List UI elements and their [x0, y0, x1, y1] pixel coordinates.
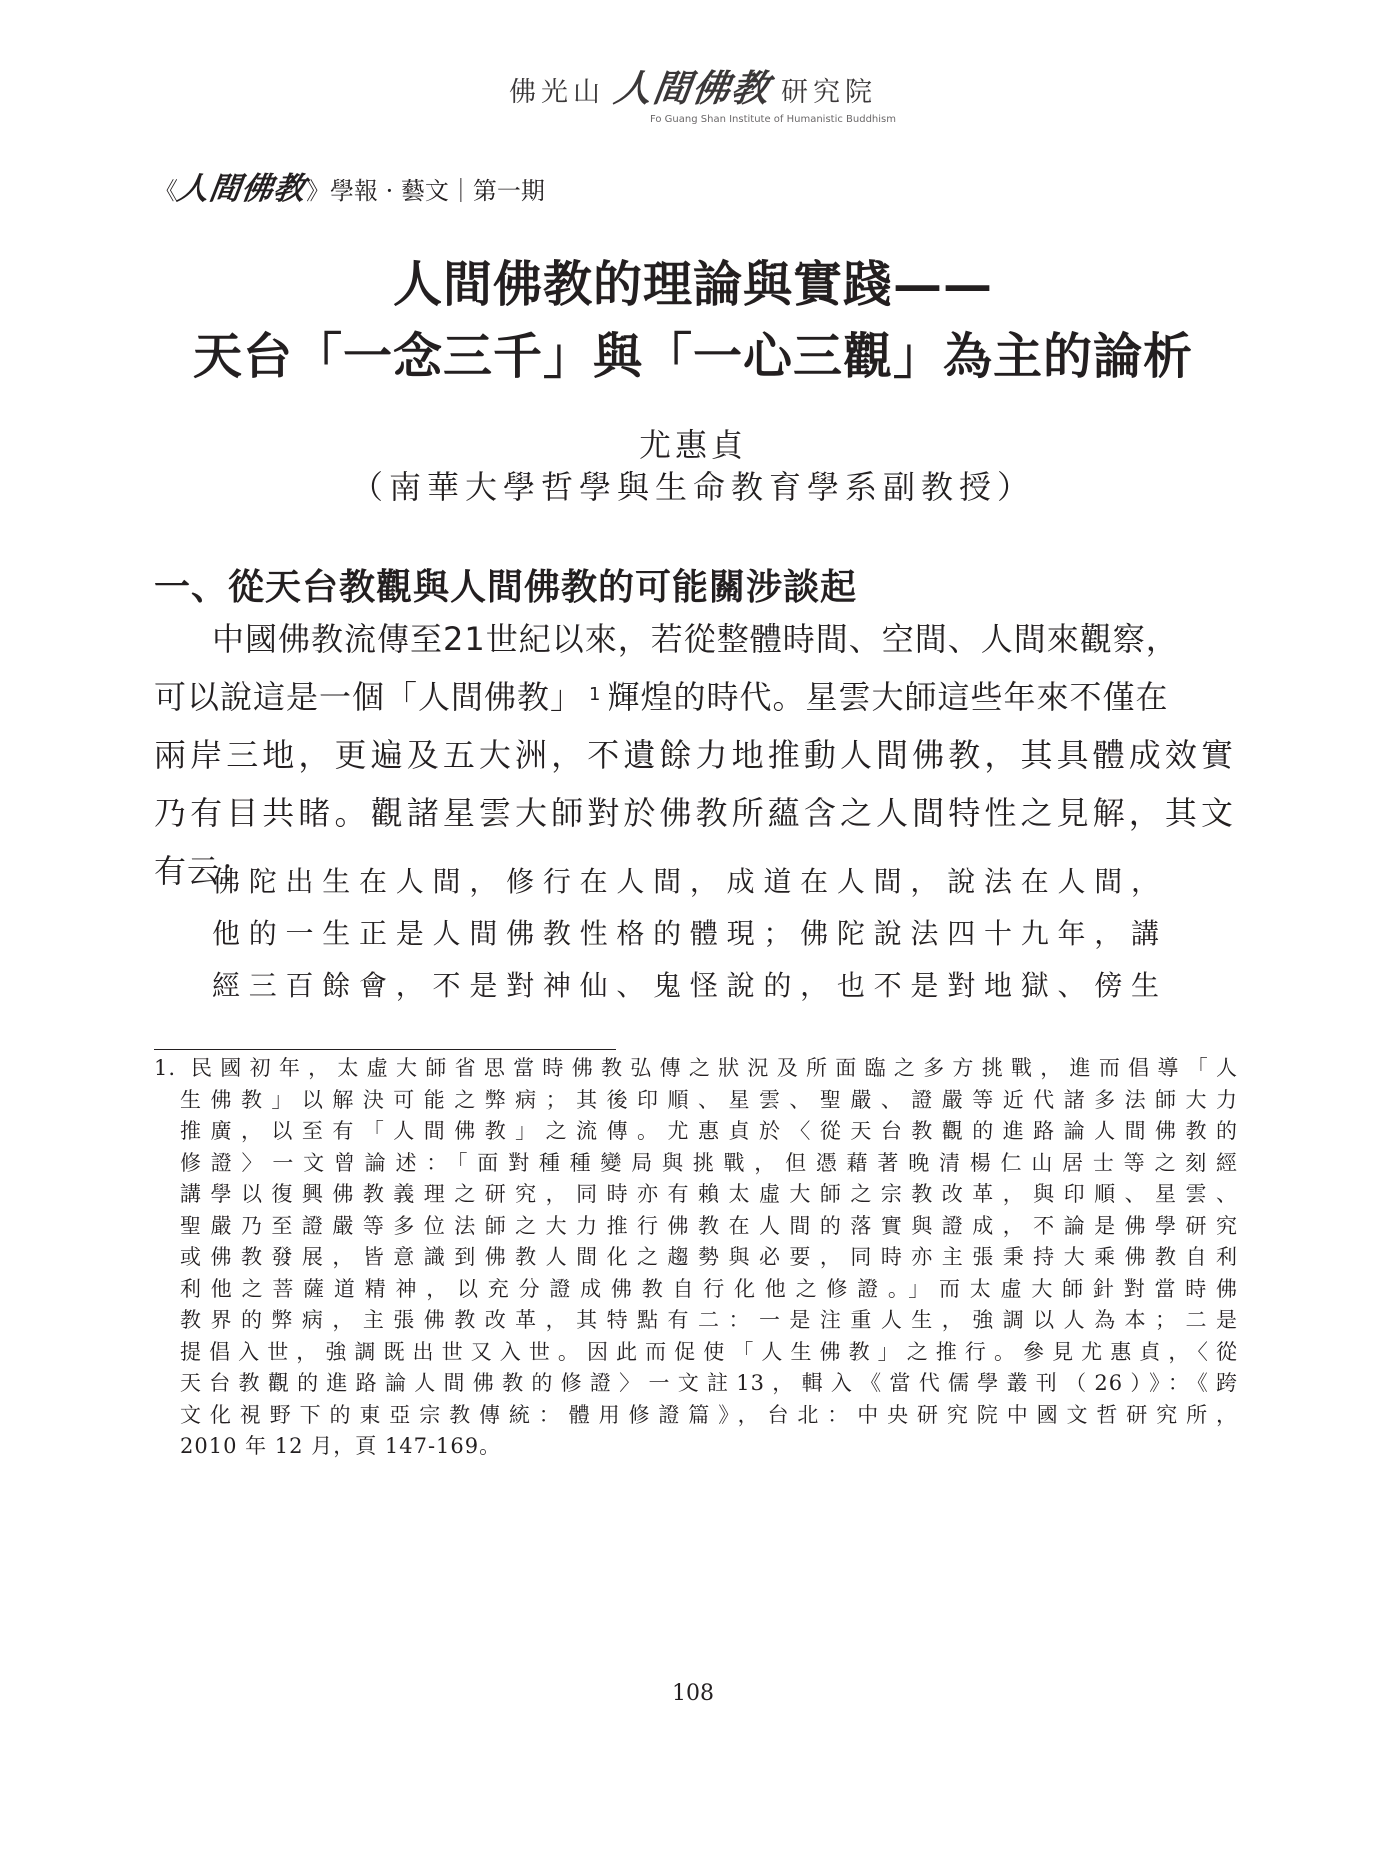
body-line: 有云：	[154, 852, 254, 890]
footnote	[154, 1053, 1238, 1463]
block-quote	[212, 856, 1162, 1012]
body-line: 乃有目共睹。觀諸星雲大師對於佛教所蘊含之人間特性之見解，其文	[154, 794, 1234, 832]
footnote-line: 利他之菩薩道精神，以充分證成佛教自行化他之修證。」而太虛大師針對當時佛	[180, 1276, 1238, 1301]
footnote-line: 天台教觀的進路論人間佛教的修證〉一文註13，輯入《當代儒學叢刊（26）》：《跨	[180, 1371, 1238, 1395]
institute-subtitle: Fo Guang Shan Institute of Humanistic Buddhism	[649, 114, 896, 125]
institute-name-prefix: 佛光山	[509, 77, 605, 108]
footnote-reference[interactable]: 1	[589, 684, 602, 705]
institute-header	[0, 58, 1386, 125]
footnote-line: 提倡入世，強調既出世又入世。因此而促使「人生佛教」之推行。參見尤惠貞，〈從	[180, 1339, 1238, 1364]
body-line	[154, 668, 1234, 726]
journal-logo: 人間佛教	[174, 171, 309, 207]
quote-line: 佛陀出生在人間，修行在人間，成道在人間，說法在人間，	[212, 865, 1162, 898]
journal-open-bracket: 《	[154, 177, 178, 205]
body-line-text: 輝煌的時代。星雲大師這些年來不僅在	[607, 678, 1169, 716]
footnote-line: 或佛教發展，皆意識到佛教人間化之趨勢與必要，同時亦主張秉持大乘佛教自利	[180, 1245, 1238, 1269]
body-line-text: 可以說這是一個「人間佛教」	[154, 678, 584, 716]
section-heading: 一、從天台教觀與人間佛教的可能關涉談起	[154, 566, 858, 608]
footnote-line: 修證〉一文曾論述：「面對種種變局與挑戰，但憑藉著晚清楊仁山居士等之刻經	[180, 1150, 1238, 1175]
footnote-line: 文化視野下的東亞宗教傳統：體用修證篇》，台北：中央研究院中國文哲研究所，	[180, 1402, 1238, 1427]
institute-logo: 人間佛教	[611, 67, 774, 110]
title-line-2: 天台「一念三千」與「一心三觀」為主的論析	[192, 327, 1193, 385]
footnote-line: 2010 年 12 月，頁 147-169。	[180, 1434, 502, 1458]
journal-close-bracket: 》	[306, 177, 330, 205]
quote-line: 他的一生正是人間佛教性格的體現；佛陀說法四十九年，講	[212, 917, 1162, 950]
footnote-line: 教界的弊病，主張佛教改革，其特點有二：一是注重人生，強調以人為本；二是	[180, 1308, 1238, 1332]
footnote-line: 1. 民國初年，太虛大師省思當時佛教弘傳之狀況及所面臨之多方挑戰，進而倡導「人	[154, 1056, 1238, 1080]
footnote-line: 推廣，以至有「人間佛教」之流傳。尤惠貞於〈從天台教觀的進路論人間佛教的	[180, 1119, 1238, 1143]
institute-name	[509, 58, 877, 112]
body-line: 中國佛教流傳至21世紀以來，若從整體時間、空間、人間來觀察，	[212, 620, 1179, 658]
article-title	[0, 248, 1386, 392]
footnote-line: 生佛教」以解決可能之弊病；其後印順、星雲、聖嚴、證嚴等近代諸多法師大力	[180, 1087, 1238, 1112]
quote-line: 經三百餘會，不是對神仙、鬼怪說的，也不是對地獄、傍生	[212, 969, 1162, 1002]
title-line-1: 人間佛教的理論與實踐——	[392, 255, 993, 313]
author-affiliation: （南華大學哲學與生命教育學系副教授）	[350, 468, 1035, 506]
author-name: 尤惠貞	[638, 426, 747, 464]
footnote-line: 聖嚴乃至證嚴等多位法師之大力推行佛教在人間的落實與證成，不論是佛學研究	[180, 1213, 1238, 1238]
body-line: 兩岸三地，更遍及五大洲，不遺餘力地推動人間佛教，其具體成效實	[154, 736, 1234, 774]
institute-name-suffix: 研究院	[781, 77, 877, 108]
footnote-line: 講學以復興佛教義理之研究，同時亦有賴太虛大師之宗教改革，與印順、星雲、	[180, 1182, 1238, 1206]
footnote-divider	[154, 1049, 616, 1050]
journal-issue-info: 學報 · 藝文｜第一期	[330, 177, 545, 205]
journal-running-header	[154, 163, 545, 208]
page-number: 108	[672, 1681, 714, 1706]
